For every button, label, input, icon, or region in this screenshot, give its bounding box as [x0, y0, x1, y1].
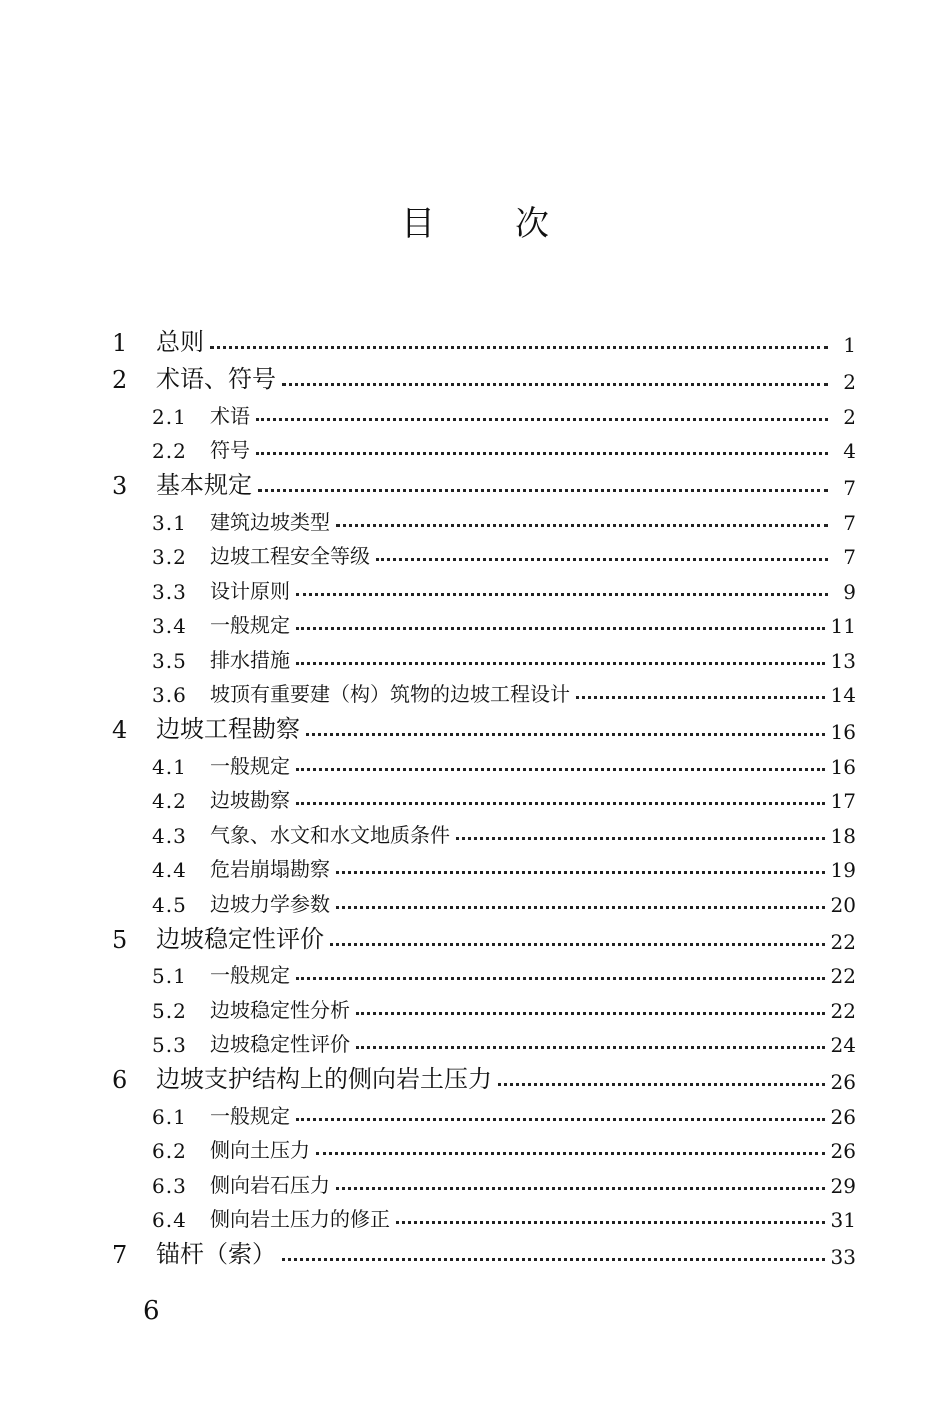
toc-chapter-entry[interactable] [108, 1232, 856, 1269]
table-of-contents [108, 320, 856, 1269]
toc-entry-title: 坡顶有重要建（构）筑物的边坡工程设计 [210, 682, 570, 706]
toc-entry-title: 建筑边坡类型 [210, 509, 330, 534]
toc-entry-number: 3.2 [152, 545, 187, 569]
toc-section-entry[interactable] [108, 429, 856, 464]
toc-entry-title: 一般规定 [210, 613, 290, 637]
toc-entry-title: 边坡工程勘察 [156, 715, 300, 743]
toc-entry-number: 7 [112, 1241, 128, 1269]
dot-leader [316, 1137, 825, 1157]
dot-leader [296, 753, 825, 773]
dot-leader [336, 1172, 825, 1192]
toc-entry-title: 边坡支护结构上的侧向岩土压力 [156, 1065, 492, 1093]
dot-leader [296, 612, 825, 632]
toc-entry-title: 气象、水文和水文地质条件 [210, 822, 450, 847]
toc-entry-number: 5 [112, 925, 128, 954]
dot-leader [576, 681, 825, 701]
dot-leader [256, 437, 828, 457]
toc-entry-page: 22 [830, 964, 856, 988]
dot-leader [456, 822, 825, 842]
toc-entry-page: 33 [830, 1245, 856, 1269]
toc-entry-title: 基本规定 [156, 471, 252, 499]
dot-leader [396, 1206, 825, 1226]
toc-entry-title: 总则 [156, 328, 204, 356]
toc-entry-page: 22 [830, 998, 856, 1023]
toc-entry-page: 2 [843, 404, 856, 429]
toc-entry-page: 20 [830, 892, 856, 917]
toc-entry-number: 2.2 [152, 439, 187, 463]
toc-entry-title: 边坡力学参数 [210, 891, 330, 916]
toc-section-entry[interactable] [108, 848, 856, 883]
dot-leader [336, 891, 825, 911]
dot-leader [296, 647, 825, 667]
toc-entry-number: 4.3 [152, 823, 187, 848]
toc-entry-title: 侧向岩石压力 [210, 1172, 330, 1197]
toc-section-entry[interactable] [108, 779, 856, 814]
page-title [0, 196, 950, 245]
toc-entry-page: 19 [830, 858, 856, 882]
toc-section-entry[interactable] [108, 744, 856, 779]
toc-entry-title: 边坡稳定性分析 [210, 997, 350, 1022]
toc-chapter-entry[interactable] [108, 917, 856, 954]
dot-leader [356, 1031, 825, 1051]
toc-chapter-entry[interactable] [108, 357, 856, 394]
toc-entry-title: 侧向土压力 [210, 1138, 310, 1162]
toc-section-entry[interactable] [108, 673, 856, 708]
toc-section-entry[interactable] [108, 535, 856, 570]
dot-leader [282, 1239, 825, 1263]
toc-chapter-entry[interactable] [108, 463, 856, 500]
toc-entry-number: 1 [112, 329, 128, 357]
toc-entry-number: 5.3 [152, 1033, 187, 1057]
toc-section-entry[interactable] [108, 1023, 856, 1058]
toc-entry-number: 6.1 [152, 1104, 187, 1129]
toc-chapter-entry[interactable] [108, 707, 856, 744]
toc-entry-page: 22 [830, 929, 856, 954]
toc-entry-title: 排水措施 [210, 647, 290, 672]
dot-leader [376, 543, 828, 563]
toc-section-entry[interactable] [108, 604, 856, 639]
toc-chapter-entry[interactable] [108, 1057, 856, 1094]
toc-entry-title: 术语 [210, 403, 250, 428]
toc-entry-number: 3.3 [152, 579, 187, 604]
toc-entry-number: 5.2 [152, 998, 187, 1023]
toc-entry-page: 2 [843, 370, 856, 394]
title-char-2: 次 [515, 204, 549, 244]
toc-entry-page: 1 [843, 333, 856, 357]
toc-entry-title: 一般规定 [210, 1103, 290, 1128]
toc-section-entry[interactable] [108, 882, 856, 917]
toc-entry-number: 4 [112, 716, 128, 744]
toc-section-entry[interactable] [108, 1163, 856, 1198]
dot-leader [336, 856, 825, 876]
toc-section-entry[interactable] [108, 394, 856, 429]
dot-leader [296, 578, 828, 598]
toc-entry-page: 24 [830, 1033, 856, 1057]
toc-entry-title: 边坡稳定性评价 [156, 924, 324, 953]
toc-entry-number: 6.3 [152, 1173, 187, 1198]
toc-entry-title: 危岩崩塌勘察 [210, 857, 330, 881]
toc-entry-page: 9 [843, 579, 856, 604]
toc-entry-page: 18 [830, 823, 856, 848]
toc-section-entry[interactable] [108, 638, 856, 673]
dot-leader [498, 1064, 825, 1088]
toc-entry-page: 7 [843, 545, 856, 569]
toc-entry-number: 6.2 [152, 1139, 187, 1163]
toc-entry-page: 14 [830, 683, 856, 707]
toc-section-entry[interactable] [108, 813, 856, 848]
toc-entry-number: 3.4 [152, 614, 187, 638]
toc-entry-title: 一般规定 [210, 753, 290, 778]
toc-entry-page: 26 [830, 1070, 856, 1094]
toc-chapter-entry[interactable] [108, 320, 856, 357]
toc-entry-page: 16 [830, 720, 856, 744]
dot-leader [296, 1103, 825, 1123]
dot-leader [210, 327, 828, 351]
toc-section-entry[interactable] [108, 1094, 856, 1129]
dot-leader [282, 364, 828, 388]
toc-section-entry[interactable] [108, 569, 856, 604]
toc-entry-number: 4.2 [152, 789, 187, 813]
dot-leader [296, 962, 825, 982]
dot-leader [296, 787, 825, 807]
toc-section-entry[interactable] [108, 1129, 856, 1164]
toc-entry-number: 3.5 [152, 648, 187, 673]
toc-entry-page: 7 [843, 476, 856, 500]
dot-leader [306, 714, 825, 738]
toc-entry-title: 符号 [210, 438, 250, 462]
toc-entry-number: 4.4 [152, 858, 187, 882]
toc-entry-page: 7 [843, 510, 856, 535]
toc-entry-page: 17 [830, 789, 856, 813]
toc-entry-number: 2.1 [152, 404, 187, 429]
toc-entry-title: 侧向岩土压力的修正 [210, 1207, 390, 1231]
dot-leader [330, 924, 825, 948]
toc-entry-title: 一般规定 [210, 963, 290, 987]
toc-entry-page: 11 [830, 614, 856, 638]
toc-entry-number: 5.1 [152, 964, 187, 988]
page-number: 6 [143, 1296, 160, 1326]
toc-entry-page: 16 [830, 754, 856, 779]
toc-section-entry[interactable] [108, 1198, 856, 1233]
toc-entry-number: 3 [112, 472, 128, 500]
toc-entry-page: 31 [830, 1208, 856, 1232]
dot-leader [336, 509, 828, 529]
toc-entry-title: 边坡工程安全等级 [210, 544, 370, 568]
toc-entry-number: 4.5 [152, 892, 187, 917]
toc-entry-title: 锚杆（索） [156, 1240, 276, 1268]
toc-entry-page: 26 [830, 1139, 856, 1163]
toc-entry-page: 29 [830, 1173, 856, 1198]
toc-entry-number: 6 [112, 1066, 128, 1094]
toc-entry-number: 4.1 [152, 754, 187, 779]
toc-entry-title: 边坡稳定性评价 [210, 1032, 350, 1056]
toc-entry-page: 13 [830, 648, 856, 673]
toc-entry-number: 3.6 [152, 683, 187, 707]
toc-entry-title: 设计原则 [210, 578, 290, 603]
toc-section-entry[interactable] [108, 500, 856, 535]
toc-entry-number: 3.1 [152, 510, 187, 535]
toc-entry-title: 边坡勘察 [210, 788, 290, 812]
dot-leader [256, 403, 828, 423]
toc-entry-page: 4 [843, 439, 856, 463]
dot-leader [258, 470, 828, 494]
title-char-1: 目 [401, 204, 435, 244]
toc-entry-page: 26 [830, 1104, 856, 1129]
dot-leader [356, 997, 825, 1017]
toc-section-entry[interactable] [108, 954, 856, 989]
toc-entry-number: 2 [112, 366, 128, 394]
toc-section-entry[interactable] [108, 988, 856, 1023]
toc-entry-title: 术语、符号 [156, 365, 276, 393]
toc-entry-number: 6.4 [152, 1208, 187, 1232]
